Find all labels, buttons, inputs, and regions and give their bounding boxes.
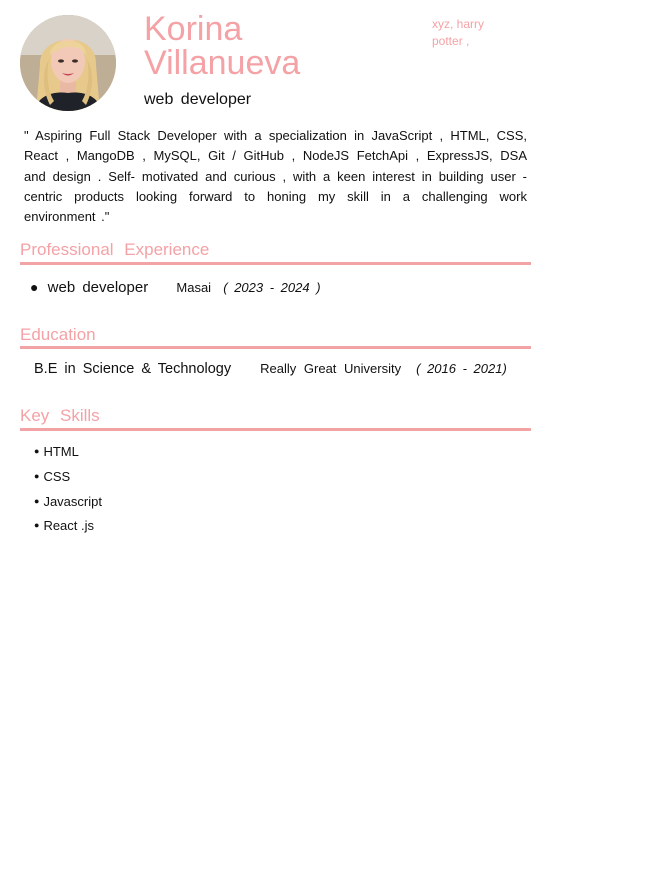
last-name: Villanueva	[144, 44, 301, 82]
contact-info	[432, 16, 522, 50]
skill-label: HTML	[43, 444, 79, 459]
education-heading: Education	[20, 325, 96, 344]
education-degree: B.E in Science & Technology	[34, 361, 232, 377]
education-divider	[20, 346, 531, 349]
education-dates: ( 2016 - 2021)	[416, 361, 507, 376]
education-item	[34, 361, 507, 377]
contact-line-1: xyz, harry	[432, 17, 485, 31]
skill-label: CSS	[43, 468, 71, 484]
bullet-icon: ●	[34, 495, 40, 506]
skill-item	[34, 493, 102, 518]
experience-divider	[20, 262, 531, 265]
full-name	[144, 12, 404, 80]
bullet-icon: ●	[34, 470, 40, 481]
profile-photo-image	[20, 15, 116, 111]
education-school: Really Great University	[260, 361, 402, 376]
first-name: Korina	[144, 10, 243, 48]
skill-item	[34, 468, 102, 493]
skills-divider	[20, 428, 531, 431]
skill-label: React .js	[43, 518, 95, 534]
experience-dates: ( 2023 - 2024 )	[223, 280, 321, 295]
bullet-icon: ●	[34, 520, 40, 531]
profile-summary: " Aspiring Full Stack Developer with a specialization in JavaScript , HTML, CSS, React , MangoDB , MySQL, Git / GitHub , NodeJS FetchApi , ExpressJS, DSA and design . Self- motivated and curious , with a keen interest in building user - centric products looking forward to honing my skill in a challenging work environment ."	[24, 128, 527, 225]
skill-label: Javascript	[43, 493, 102, 509]
bullet-icon: ●	[30, 279, 39, 295]
experience-item	[30, 279, 321, 296]
experience-title: web developer	[47, 279, 149, 296]
profile-photo	[20, 15, 116, 111]
skill-item	[34, 517, 102, 542]
contact-line-2: potter ,	[432, 34, 470, 48]
bullet-icon: ●	[34, 446, 40, 456]
skill-item	[34, 443, 102, 468]
experience-heading: Professional Experience	[20, 240, 210, 259]
skills-heading: Key Skills	[20, 406, 100, 425]
experience-company: Masai	[176, 280, 212, 295]
skills-list	[34, 443, 102, 542]
job-role: web developer	[144, 91, 252, 108]
